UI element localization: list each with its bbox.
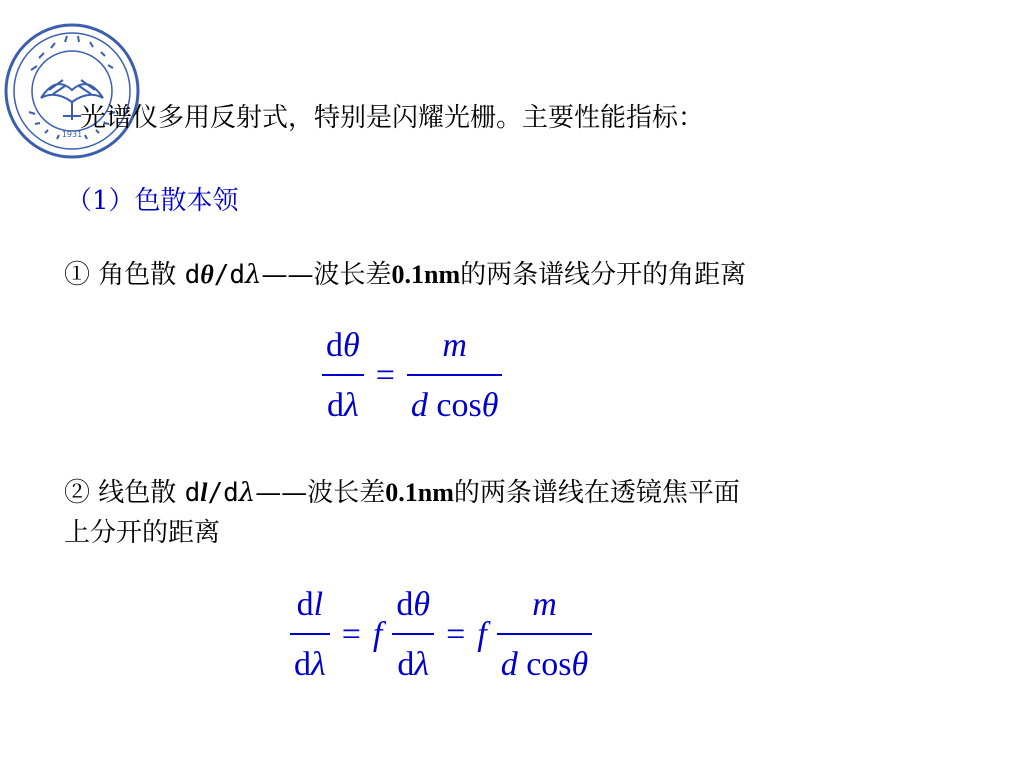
formula-angular-dispersion — [322, 326, 502, 426]
item1-sym-slash: / — [213, 260, 230, 290]
item2-desc-pre: 波长差 — [307, 478, 386, 508]
formula1-lhs-fraction: $\frac{d\theta}{d\lambda}$ — [322, 326, 364, 426]
item1-term: 角色散 — [98, 260, 177, 290]
formula2-frac2: $\frac{d\theta}{d\lambda}$ — [392, 585, 434, 685]
formula2-equals2: = — [446, 616, 466, 653]
formula2-f1: f — [372, 616, 383, 653]
item1-marker: ① — [64, 260, 91, 290]
item2-desc-post: 的两条谱线在透镜焦平面 — [453, 478, 740, 508]
formula1-rhs-fraction: $\frac{m}{\text{d cosθ}}$ — [407, 326, 503, 426]
item1-desc-post: 的两条谱线分开的角距离 — [460, 260, 747, 290]
item2-sym-d1: d — [184, 478, 201, 508]
item1-line — [64, 258, 746, 292]
item2-marker: ② — [64, 478, 91, 508]
item2-sym-slash: / — [207, 478, 224, 508]
item2-dash: —— — [255, 478, 308, 508]
item2-line2: 上分开的距离 — [64, 518, 221, 548]
formula2-f2: f — [477, 616, 487, 653]
formula1-equals: = — [375, 357, 395, 394]
formula2-frac1: $\frac{dl}{d\lambda}$ — [290, 585, 330, 685]
item2-sym-d2: d — [223, 478, 239, 508]
formula2-equals1: = — [341, 616, 361, 653]
item2-line — [64, 476, 740, 510]
item1-desc-value: 0.1nm — [391, 260, 461, 289]
item1-desc-pre: 波长差 — [313, 260, 392, 290]
section1-label: （1）色散本领 — [66, 186, 239, 216]
item2-sym-l: l — [200, 478, 208, 507]
item1-sym-d2: d — [229, 260, 246, 290]
formula2-frac3: $\frac{m}{\text{d cosθ}}$ — [497, 585, 593, 685]
logo-year: 1931 — [61, 130, 83, 139]
item2-term: 线色散 — [98, 478, 177, 508]
item1-sym-theta: θ — [200, 260, 214, 289]
formula-linear-dispersion — [290, 585, 592, 685]
item1-dash: —— — [261, 260, 314, 290]
item1-sym-d1: d — [184, 260, 201, 290]
item2-sym-lambda: λ — [238, 478, 256, 508]
item1-sym-lambda: λ — [245, 260, 262, 290]
heading: 光谱仪多用反射式，特别是闪耀光栅。主要性能指标： — [80, 103, 705, 133]
university-seal-icon — [1, 20, 143, 162]
item2-desc-value: 0.1nm — [385, 478, 454, 507]
